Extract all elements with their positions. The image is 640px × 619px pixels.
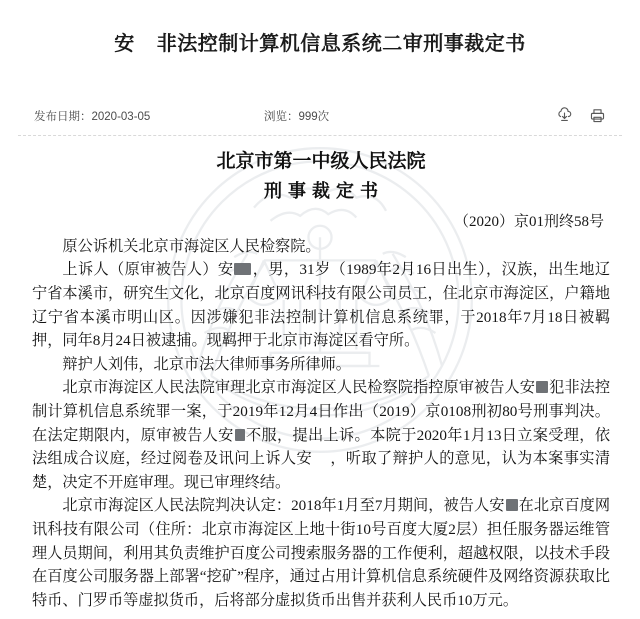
document-kind: 刑事裁定书 bbox=[264, 180, 384, 201]
paragraph-text: 辩护人刘伟，北京市法大律师事务所律师。 bbox=[62, 355, 351, 373]
download-icon[interactable] bbox=[556, 107, 573, 124]
page-title-bar bbox=[0, 0, 640, 73]
document-body bbox=[0, 136, 640, 613]
paragraph-text: 上诉人（原审被告人）安 bbox=[62, 261, 234, 279]
redaction-bar bbox=[536, 381, 548, 393]
publish-date: 发布日期：2020-03-05 bbox=[34, 110, 151, 123]
redaction-bar bbox=[234, 263, 251, 275]
paragraph-text: 北京市海淀区人民法院审理北京市海淀区人民检察院指控原审被告人安 bbox=[62, 379, 536, 397]
paragraph-text: 原公诉机关北京市海淀区人民检察院。 bbox=[62, 237, 321, 255]
paragraph-text: ，听取了辩护人的意见，认为本案事实清楚，决定不开庭审理。现已审理终结。 bbox=[32, 450, 611, 491]
redaction-bar bbox=[506, 499, 518, 511]
paragraph-list bbox=[32, 235, 610, 613]
paragraph-prosecution-organ bbox=[32, 235, 610, 259]
paragraph-text: 在北京百度网讯科技有限公司（住所：北京市海淀区上地十街10号百度大厦2层）担任服务器运维管理人员期间，利用其负责维护百度公司搜索服务器的工作便利，超越权限，以技术手段在百度公司服务器上部署“挖矿”程序，通过占用计算机信息系统硬件及网络资源获取比特币、门罗币等虚拟货币，后将部分虚拟货币出售并获利人民币10万元。 bbox=[32, 497, 611, 609]
paragraph-defender-info bbox=[32, 353, 610, 377]
paragraph-text: ，男，31岁（1989年2月16日出生），汉族，出生地辽宁省本溪市，研究生文化，北京百度网讯科技有限公司员工，住北京市海淀区，户籍地辽宁省本溪市明山区。因涉嫌犯非法控制计算机信息系统罪，于2018年7月18日被羁押，同年8月24日被逮捕。现羁押于北京市海淀区看守所。 bbox=[32, 261, 611, 350]
page-title bbox=[114, 29, 526, 59]
page-title-rest: 非法控制计算机信息系统二审刑事裁定书 bbox=[156, 33, 526, 56]
redaction-bar bbox=[313, 452, 329, 464]
meta-actions bbox=[556, 107, 606, 124]
paragraph-procedural-history bbox=[32, 376, 610, 494]
print-icon[interactable] bbox=[589, 107, 606, 124]
paragraph-first-instance-findings bbox=[32, 494, 610, 612]
page-title-redaction bbox=[135, 37, 157, 53]
view-count: 浏览：999次 bbox=[264, 110, 330, 123]
court-name: 北京市第一中级人民法院 bbox=[216, 150, 426, 172]
paragraph-text: 犯非法控制计算机信息系统罪一案，于2019年12月4日作出（2019）京0108刑初80号刑事判决。在法定期限内，原审被告人安 bbox=[32, 379, 611, 444]
paragraph-appellant-info bbox=[32, 258, 610, 352]
paragraph-text: 北京市海淀区人民法院判决认定：2018年1月至7月期间，被告人安 bbox=[62, 497, 505, 515]
case-number: （2020）京01刑终58号 bbox=[453, 213, 604, 230]
document-meta-row bbox=[0, 103, 640, 129]
redaction-bar bbox=[235, 429, 245, 441]
page-title-prefix: 安 bbox=[114, 33, 135, 56]
paragraph-text: 不服，提出上诉。本院于2020年1月13日立案受理，依法组成合议庭，经过阅卷及讯问上诉人安 bbox=[32, 426, 611, 468]
